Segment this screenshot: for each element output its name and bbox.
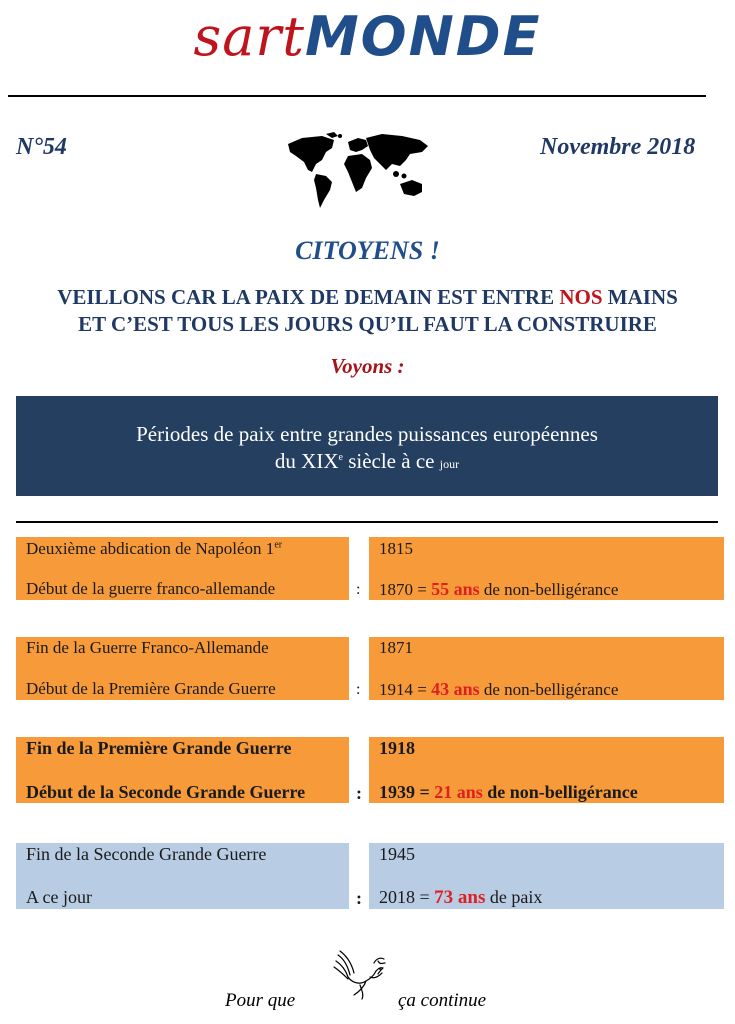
period-1-colon: : [356,581,361,598]
period-4-duration: 73 ans [434,887,486,908]
banner-line-2 [16,449,718,474]
headline-line-1 [0,285,735,310]
masthead-logo [0,2,735,72]
period-3-suffix: de non-belligérance [482,782,638,802]
period-2-start-year: 1871 [379,638,413,657]
footer-right-text: ça continue [398,990,487,1011]
period-2-start-label: Fin de la Guerre Franco-Allemande [26,638,269,657]
period-4-start-year: 1945 [379,844,415,864]
footer-left-text: Pour que [225,990,296,1011]
period-3-start-year: 1918 [379,738,415,758]
issue-date: Novembre 2018 [540,134,696,160]
period-1-result [379,579,618,600]
headline-line-1-part-2: MAINS [602,285,678,309]
period-3-end-label: Début de la Seconde Grande Guerre [26,782,306,802]
period-1-start-label-text: Deuxième abdication de Napoléon 1 [26,539,275,558]
banner-line-1: Périodes de paix entre grandes puissances européennes [136,422,598,446]
period-3-end-year: 1939 = [379,782,435,802]
banner-line-2-pre: du XIX [274,449,339,473]
world-map-icon [282,130,430,210]
period-2-colon: : [356,681,361,698]
table-divider [16,521,718,523]
period-2-duration: 43 ans [431,679,480,699]
period-1-start-label [26,539,282,559]
brand-part-sart: sart [193,5,305,68]
period-4-end-year: 2018 = [379,887,435,907]
banner-line-2-sup: e [338,452,343,463]
period-1-start-label-sup: er [274,539,283,551]
period-2-end-year: 1914 = [379,680,432,699]
period-1-end-year: 1870 = [379,580,432,599]
brand-part-monde: MONDE [304,5,542,68]
issue-number: N°54 [16,134,67,160]
peace-dove-icon [330,945,390,1005]
period-3-start-label: Fin de la Première Grande Guerre [26,738,292,758]
headline-title: CITOYENS ! [295,236,440,265]
period-4-suffix: de paix [485,887,543,907]
masthead-divider [8,95,706,97]
period-2-end-label: Début de la Première Grande Guerre [26,679,276,698]
banner-line-2-mid: siècle à ce [342,449,440,473]
period-2-suffix: de non-belligérance [479,680,619,699]
period-4-result [379,887,542,909]
periods-banner [16,396,718,496]
period-4-end-label: A ce jour [26,887,92,907]
period-1-suffix: de non-belligérance [479,580,619,599]
headline-line-2: ET C’EST TOUS LES JOURS QU’IL FAUT LA CONSTRUIRE [78,312,657,336]
period-1-start-year: 1815 [379,539,413,558]
period-3-result [379,782,638,803]
headline-line-1-part-1: VEILLONS CAR LA PAIX DE DEMAIN EST ENTRE [57,285,560,309]
period-4-start-label: Fin de la Seconde Grande Guerre [26,844,267,864]
period-3-colon: : [356,783,362,803]
period-2-result [379,679,618,700]
period-3-duration: 21 ans [434,782,483,802]
period-1-duration: 55 ans [431,579,480,599]
banner-line-2-small: jour [439,457,460,471]
period-4-colon: : [356,888,362,908]
headline-sub: Voyons : [330,354,405,378]
headline-highlight: NOS [559,285,603,309]
period-1-end-label: Début de la guerre franco-allemande [26,579,276,598]
